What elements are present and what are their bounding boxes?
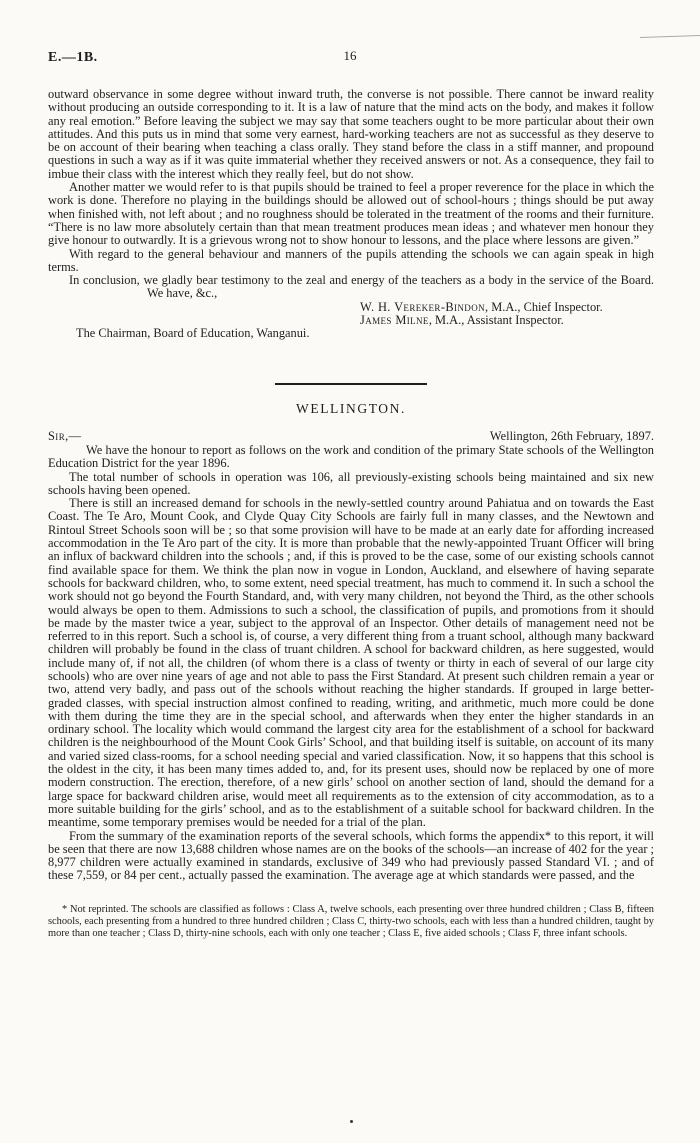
section-heading: WELLINGTON.: [296, 400, 406, 416]
paragraph: There is still an increased demand for schools in the newly-settled country around Pahiatua and on towards the East Coast. The Te Aro, Mount Cook, and Clyde Quay City Schools are fairly full in many classes, and the Newtown and Rintoul Street Schools soon will be ; so that some provision will have to be made at an early date for affording increased accommodation in the Te Aro part of the city. It is more than probable that the newly-appointed Truant Officer will bring an influx of backward children into the schools ; and, if this is proved to be the case, some of our existing schools cannot find available space for them. We think the plan now in vogue in London, Auckland, and elsewhere of having separate schools for backward children, who, to some extent, need special treatment, has much to commend it. In such a school the work should not go beyond the Fourth Standard, and, with very many children, not beyond the Third, as the other schools would always be open to them. Admissions to such a school, the classification of pupils, and promotions from it should be made by the master twice a year, subject to the approval of an Inspector. Other details of management need not be referred to in this report. Such a school is, of course, a very different thing from a truant school, although many backward children will probably be found in the class of truant children. A school for backward children, as here suggested, would include many of, if not all, the children (of whom there is a class of twenty or thirty in each of several of our large city schools) who are over nine years of age and not able to pass the First Standard. At present such children remain a year or two, attend very badly, and pass out of the schools without reaching the higher standards. If grouped in large better-graded classes, with special instruction almost confined to reading, writing, and arithmetic, much more could be done with them during the time they are in the special school, and afterwards when they enter the higher standards in an ordinary school. The locality which would command the largest city area for the establishment of a school for backward children is the neighbourhood of the Mount Cook Girls’ School, and that building itself is suitable, on account of its many and varied sized class-rooms, for a school needing special and varied classification. Now, it so happens that this school is the oldest in the city, it has been many times added to, and, for its present uses, should now be replaced by one of more modern construction. The erection, therefore, of a new girls’ school on another section of land, should the demand for a large space for backward children arise, would meet all requirements as to the extension of city accommodation, as to a more suitable building for the girls’ school, and as to the establishment of a suitable school for backward children. In the meantime, some temporary premises would be needed for a trial of the plan.: [48, 496, 654, 830]
document-reference: E.—1B.: [48, 50, 98, 65]
closing-paragraph: [48, 274, 654, 301]
signature-line: [360, 301, 654, 314]
signature-block: [360, 301, 654, 328]
page-number: 16: [343, 48, 357, 63]
paragraph: With regard to the general behaviour and manners of the pupils attending the schools we can again speak in high terms.: [48, 246, 654, 274]
closing-text: In conclusion, we gladly bear testimony to the zeal and energy of the teachers as a body in the service of the Board.: [69, 273, 654, 288]
signatory-name: James Milne: [360, 313, 429, 328]
paragraph: Another matter we would refer to is that pupils should be trained to feel a proper reverence for the place in which the work is done. Therefore no playing in the buildings should be allowed out of school-hours ; things should be put away when finished with, not left about ; and no roughness should be tolerated in the treatment of the rooms and their furniture. “There is no law more absolutely certain than that mean treatment produces mean ideas ; and whatever men honour they give honour to outwardly. It is a grievous wrong not to show honour to lessons, and the place where lessons are given.”: [48, 180, 654, 248]
signatory-title: , M.A., Chief Inspector.: [485, 299, 603, 314]
signatory-name: W. H. Vereker-Bindon: [360, 299, 486, 314]
paragraph: The total number of schools in operation was 106, all previously-existing schools being maintained and six new schools having been opened.: [48, 469, 654, 497]
paragraph: We have the honour to report as follows on the work and condition of the primary State schools of the Wellington Education District for the year 1896.: [48, 442, 654, 471]
signature-line: [360, 314, 654, 327]
footnote: * Not reprinted. The schools are classified as follows : Class A, twelve schools, each presenting over three hundred children ; Class B, fifteen schools, each presenting from a hundred to three hundred children ; Class C, thirty-two schools, each with less than a hundred children, taught by more than one teacher ; Class D, thirty-nine schools, each with only one teacher ; Class E, five aided schools ; Class F, three infant schools.: [48, 903, 654, 939]
salutation: Sir,—: [48, 428, 82, 443]
signatory-title: , M.A., Assistant Inspector.: [428, 313, 564, 328]
scan-artifact-dot: [350, 1120, 353, 1123]
salutation-row: [48, 430, 654, 443]
section-divider-rule: [275, 383, 427, 385]
inspection-report-section: [48, 88, 654, 341]
page-header: [0, 0, 700, 70]
paragraph: From the summary of the examination reports of the several schools, which forms the appendix* to this report, it will be seen that there are now 13,688 children whose names are on the books of the schools—an increase of 402 for the year ; 8,977 children were actually examined in standards, exclusive of 349 who had previously passed Standard VI. ; and of these 7,559, or 84 per cent., actually passed the examination. The average age at which standards were passed, and the: [48, 828, 654, 883]
addressee-line: The Chairman, Board of Education, Wanganui.: [76, 326, 310, 341]
scan-artifact-line: [640, 35, 700, 38]
paragraph: outward observance in some degree without inward truth, the converse is not possible. There cannot be inward reality without producing an outside corresponding to it. It is a law of nature that the mind acts on the body, and makes it follow any real emotion.” Before leaving the subject we may say that some teachers ought to be more particular about their own attitudes. And this puts us in mind that some very earnest, hard-working teachers are not as successful as they deserve to be on account of their bearing when teaching a class orally. They stand before the class in a stiff manner, and propound questions in such a way as if it was quite immaterial whether they received answers or not. As a consequence, they fail to imbue their class with the interest which they really feel, but do not show.: [48, 87, 654, 181]
wellington-report-section: [48, 401, 654, 883]
dateline: Wellington, 26th February, 1897.: [489, 428, 654, 443]
valediction: We have, &c.,: [147, 286, 218, 301]
